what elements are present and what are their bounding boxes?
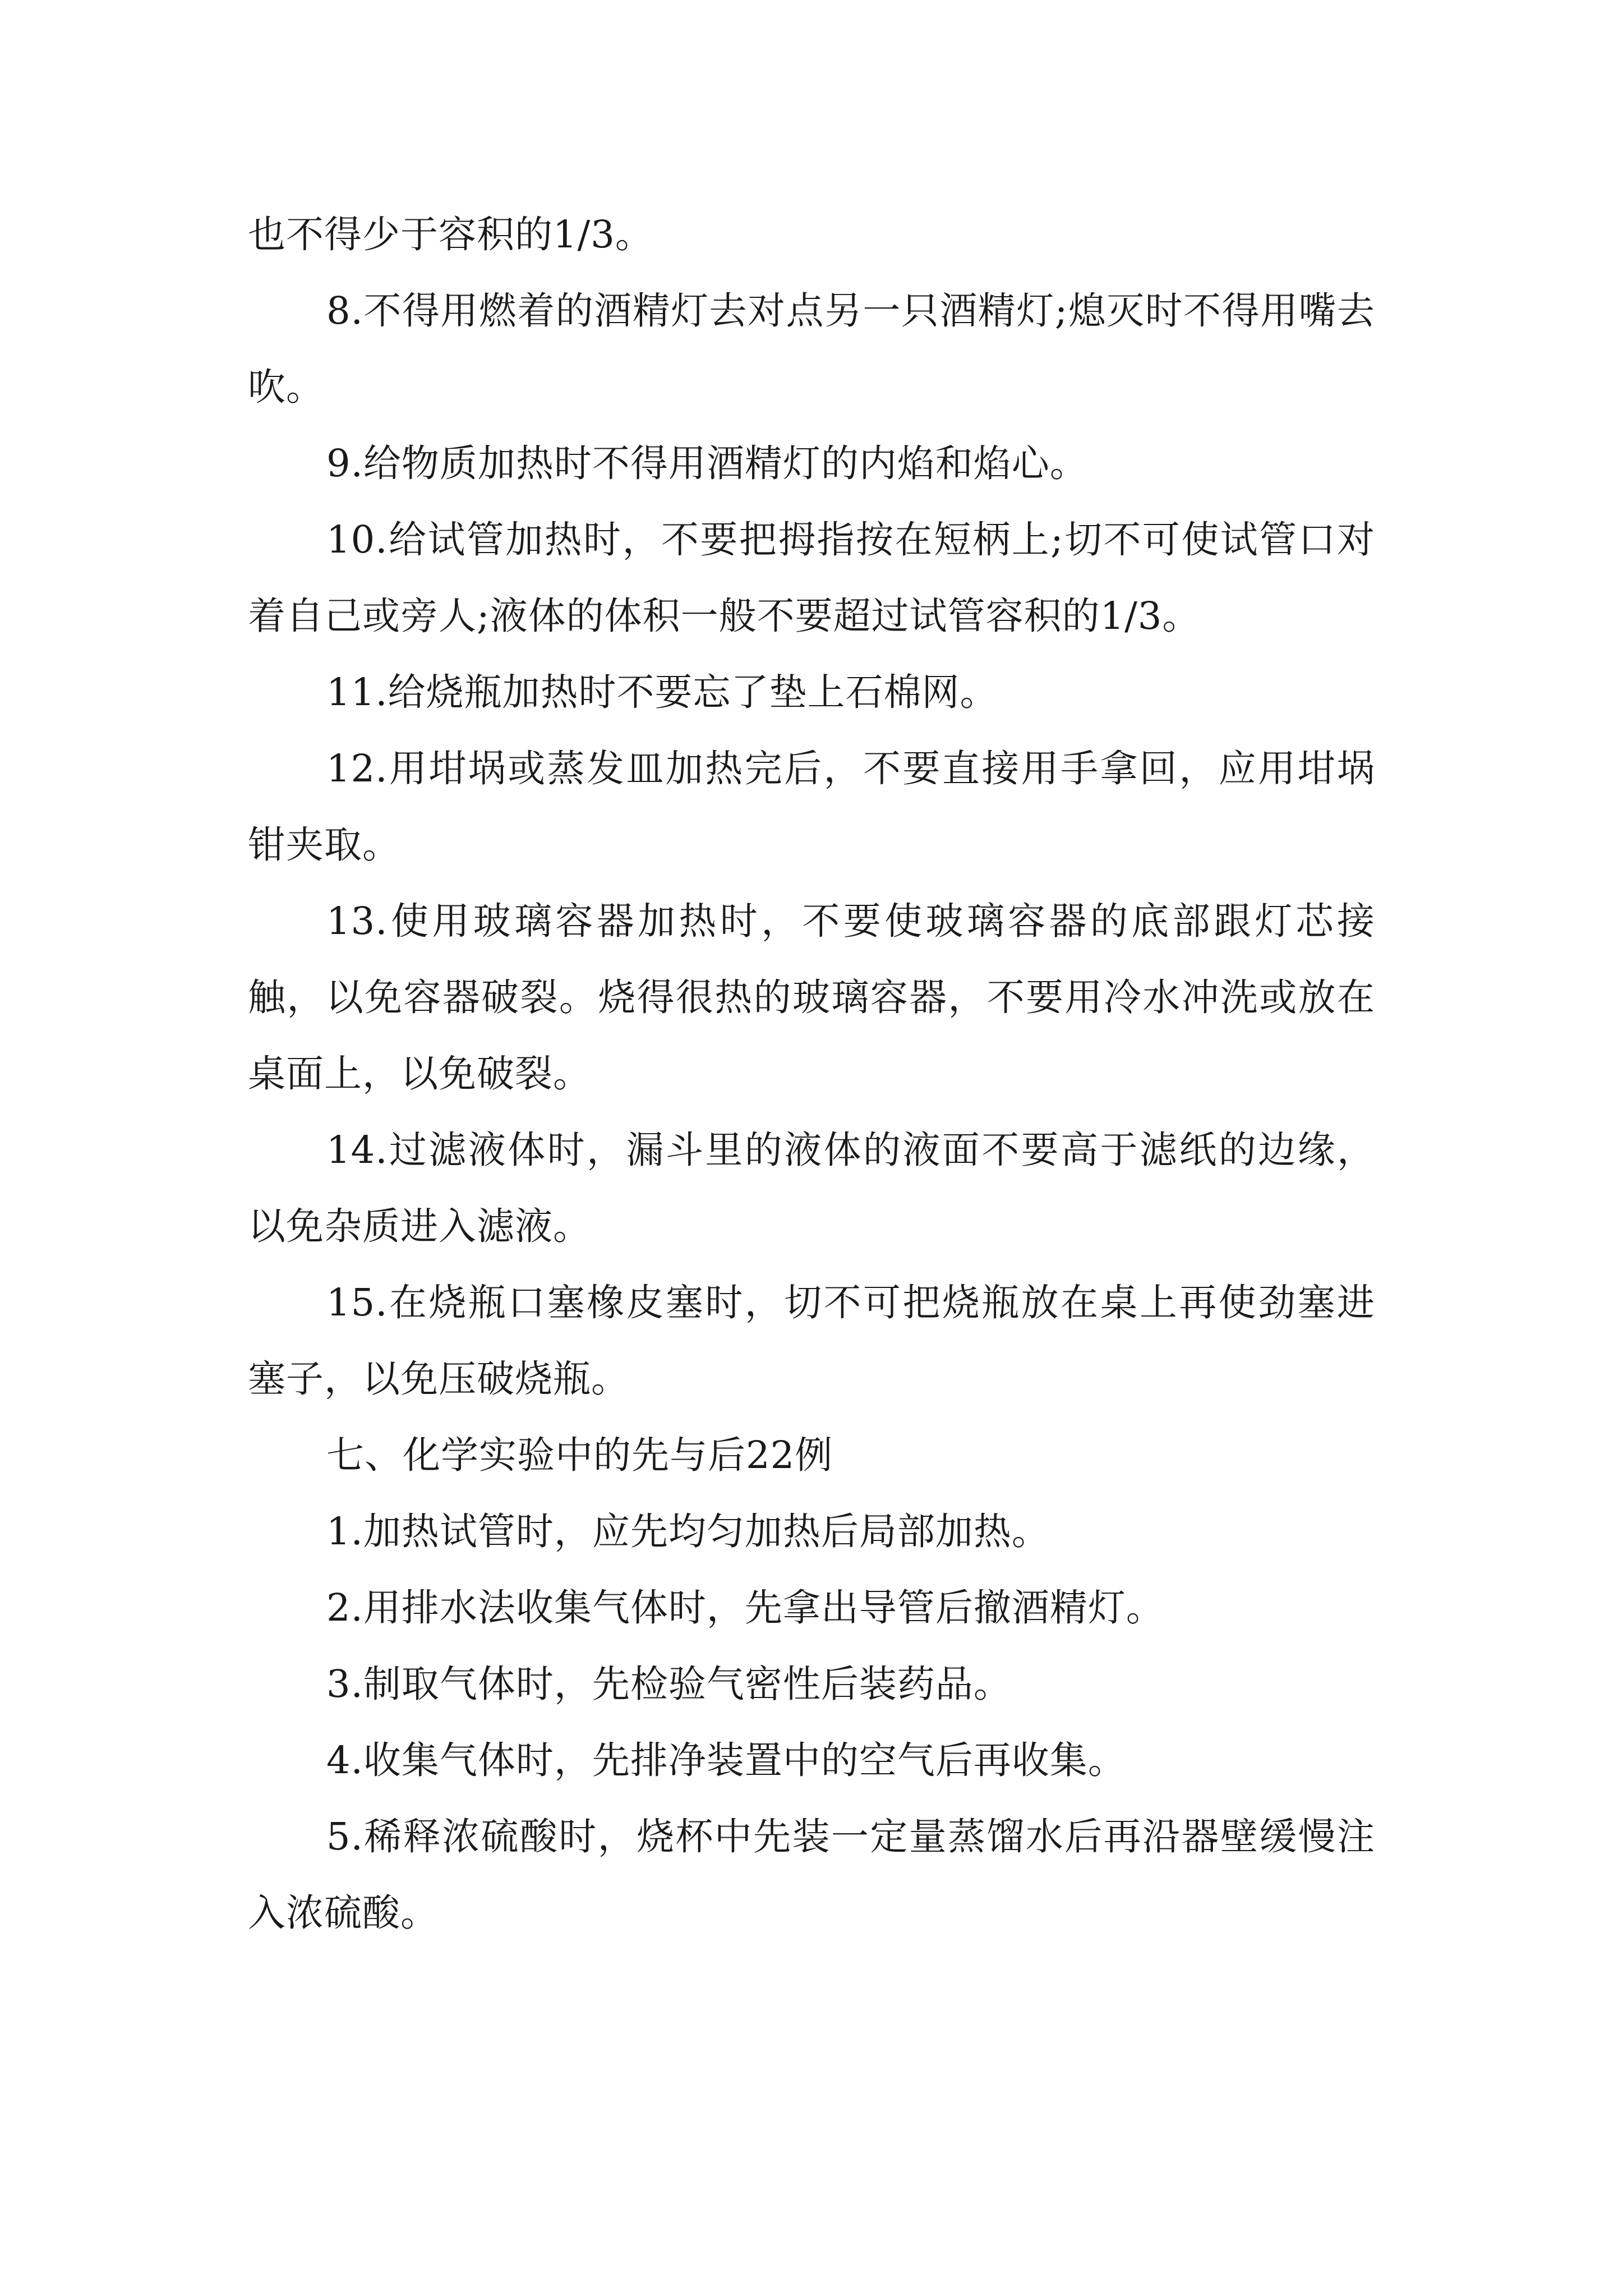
paragraph-rule-13: 13.使用玻璃容器加热时，不要使玻璃容器的底部跟灯芯接触，以免容器破裂。烧得很热的玻璃容器，不要用冷水冲洗或放在桌面上，以免破裂。 bbox=[248, 899, 1375, 1096]
paragraph-rule-15: 15.在烧瓶口塞橡皮塞时，切不可把烧瓶放在桌上再使劲塞进塞子，以免压破烧瓶。 bbox=[248, 1281, 1375, 1401]
paragraph-rule-9: 9.给物质加热时不得用酒精灯的内焰和焰心。 bbox=[326, 441, 1088, 485]
paragraph-rule-10: 10.给试管加热时，不要把拇指按在短柄上;切不可使试管口对着自己或旁人;液体的体积一般不要超过试管容积的1/3。 bbox=[248, 518, 1375, 638]
paragraph-rule-12: 12.用坩埚或蒸发皿加热完后，不要直接用手拿回，应用坩埚钳夹取。 bbox=[248, 747, 1375, 867]
paragraph-continuation: 也不得少于容积的1/3。 bbox=[248, 213, 653, 256]
paragraph-order-1: 1.加热试管时，应先均匀加热后局部加热。 bbox=[326, 1510, 1050, 1553]
paragraph-rule-14: 14.过滤液体时，漏斗里的液体的液面不要高于滤纸的边缘，以免杂质进入滤液。 bbox=[248, 1128, 1375, 1248]
paragraph-order-3: 3.制取气体时，先检验气密性后装药品。 bbox=[326, 1662, 1012, 1706]
paragraph-order-4: 4.收集气体时，先排净装置中的空气后再收集。 bbox=[326, 1738, 1126, 1782]
paragraph-order-5: 5.稀释浓硫酸时，烧杯中先装一定量蒸馏水后再沿器壁缓慢注入浓硫酸。 bbox=[248, 1815, 1375, 1935]
document-body bbox=[248, 196, 1375, 1951]
paragraph-rule-8: 8.不得用燃着的酒精灯去对点另一只酒精灯;熄灭时不得用嘴去吹。 bbox=[248, 289, 1375, 409]
paragraph-rule-11: 11.给烧瓶加热时不要忘了垫上石棉网。 bbox=[326, 670, 998, 714]
section-heading: 七、化学实验中的先与后22例 bbox=[326, 1433, 833, 1477]
paragraph-order-2: 2.用排水法收集气体时，先拿出导管后撤酒精灯。 bbox=[326, 1586, 1164, 1630]
